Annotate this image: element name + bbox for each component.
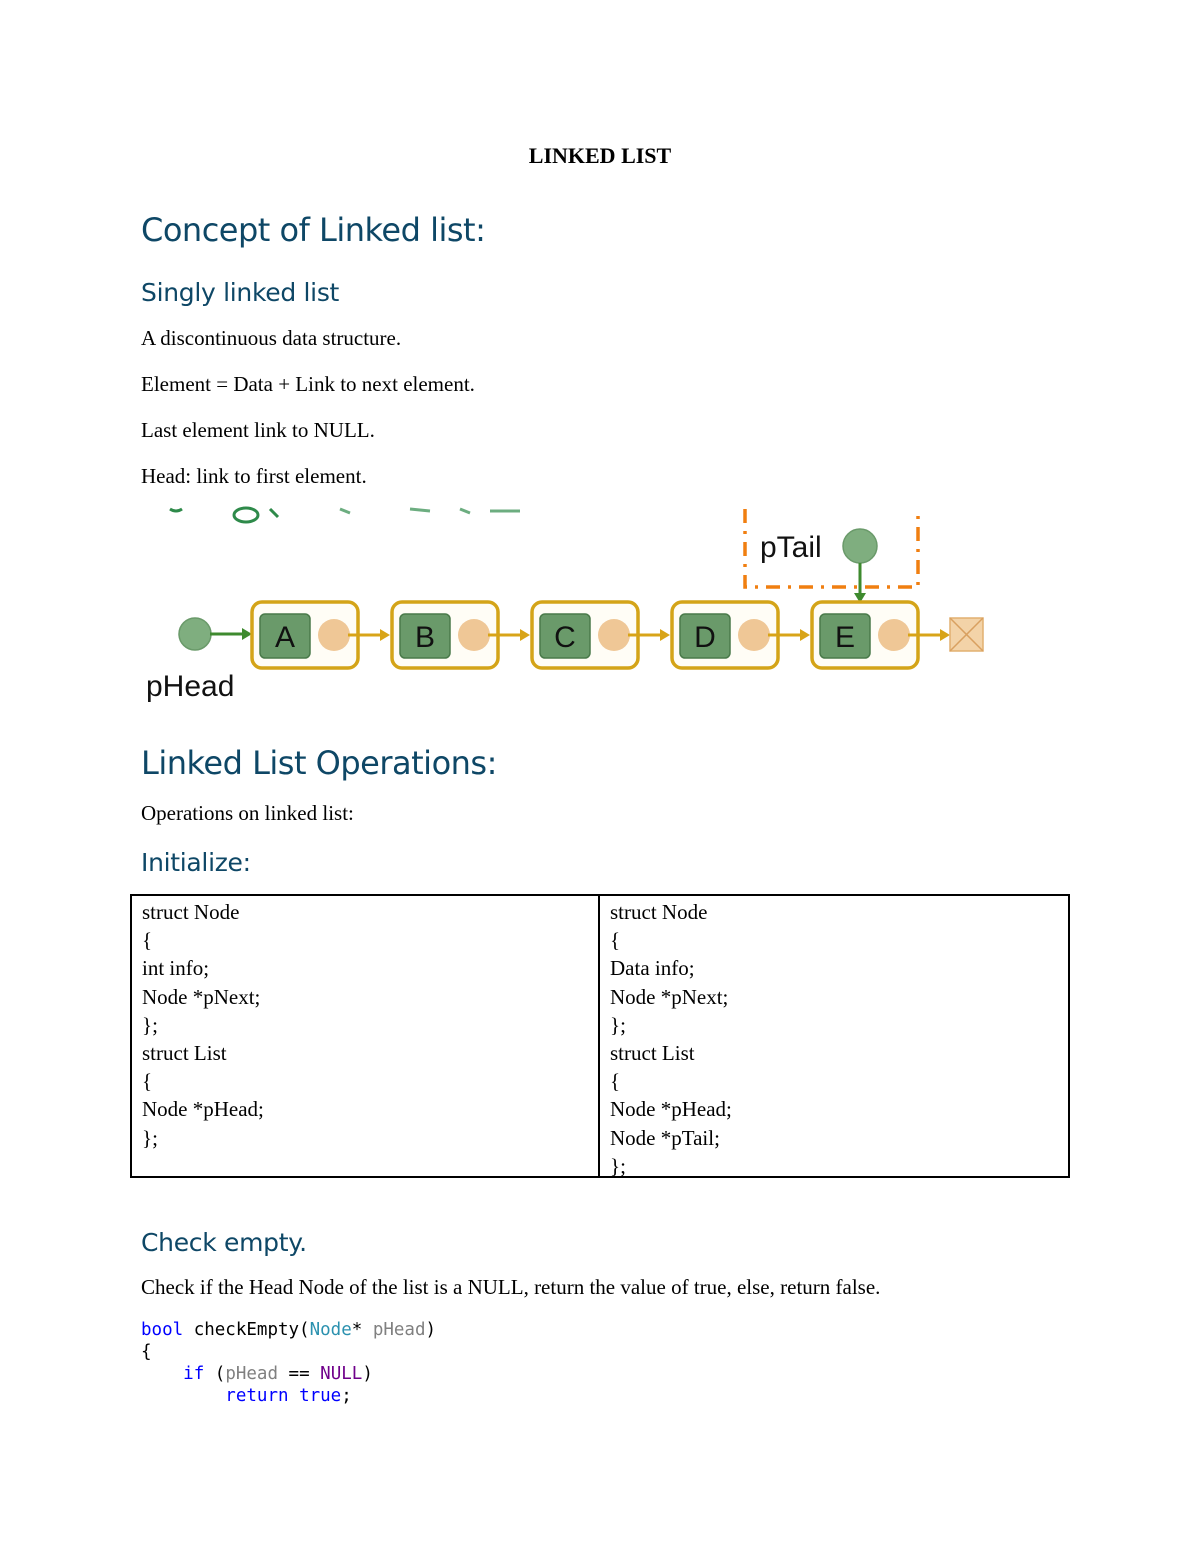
node-label: A	[274, 621, 296, 654]
node-link-dot	[738, 619, 770, 651]
paragraph-element: Element = Data + Link to next element.	[141, 372, 475, 396]
list-node-c	[532, 602, 670, 668]
list-node-a	[252, 602, 390, 668]
null-terminator-icon	[950, 618, 983, 651]
next-arrowhead	[660, 629, 670, 641]
next-arrowhead	[380, 629, 390, 641]
list-node-b	[392, 602, 530, 668]
phead-label: pHead	[146, 670, 235, 703]
operations-text: Operations on linked list:	[141, 801, 354, 825]
check-empty-code	[141, 1319, 436, 1407]
code-line-brace: {	[141, 1342, 152, 1362]
code-type: Node	[309, 1320, 352, 1340]
code-line: Data info;	[610, 956, 695, 981]
code-line: {	[610, 1069, 621, 1094]
node-label: E	[834, 621, 856, 654]
code-line: {	[142, 1069, 153, 1094]
code-line: Node *pHead;	[142, 1097, 264, 1122]
document-title: LINKED LIST	[528, 143, 672, 168]
check-empty-heading: Check empty.	[141, 1228, 307, 1257]
code-keyword: if	[183, 1364, 205, 1384]
node-label: C	[554, 621, 576, 654]
next-arrowhead	[520, 629, 530, 641]
nodes-group	[252, 602, 950, 668]
list-node-e	[812, 602, 950, 668]
struct-code-right-column	[600, 896, 1068, 1176]
code-paren: )	[425, 1320, 437, 1340]
code-line: {	[610, 928, 621, 953]
code-line: struct Node	[142, 900, 240, 924]
cropped-text-fragment	[170, 508, 520, 522]
code-param: pHead	[372, 1320, 426, 1340]
code-line: struct Node	[610, 900, 708, 924]
initialize-heading: Initialize:	[141, 848, 251, 877]
code-function: checkEmpty(	[183, 1320, 310, 1340]
code-param: pHead	[225, 1364, 278, 1384]
code-line: Node *pNext;	[610, 984, 729, 1009]
node-link-dot	[458, 619, 490, 651]
next-arrowhead	[800, 629, 810, 641]
code-line-signature	[141, 1319, 436, 1341]
node-link-dot	[878, 619, 910, 651]
struct-code-table	[130, 894, 1070, 1178]
code-line: };	[610, 1012, 626, 1037]
code-line: struct List	[142, 1040, 227, 1065]
code-line: };	[142, 1125, 158, 1150]
code-operator: ==	[278, 1364, 321, 1384]
code-indent	[141, 1386, 225, 1406]
code-indent	[141, 1364, 183, 1384]
code-line-if	[141, 1363, 436, 1385]
code-line: int info;	[142, 956, 210, 981]
ptail-pointer-dot	[843, 529, 877, 563]
code-space	[289, 1386, 300, 1406]
singly-linked-list-heading: Singly linked list	[141, 278, 340, 307]
code-semicolon: ;	[341, 1386, 352, 1406]
paragraph-last-element: Last element link to NULL.	[141, 418, 375, 442]
code-line-return	[141, 1385, 436, 1407]
code-macro: NULL	[320, 1364, 363, 1384]
node-link-dot	[598, 619, 630, 651]
code-line: Node *pTail;	[610, 1125, 720, 1150]
code-line: Node *pHead;	[610, 1097, 732, 1122]
code-keyword: true	[299, 1386, 342, 1406]
node-link-dot	[318, 619, 350, 651]
code-paren: (	[204, 1364, 226, 1384]
code-line: Node *pNext;	[142, 984, 261, 1009]
node-label: B	[414, 621, 436, 654]
code-line: };	[610, 1153, 626, 1178]
code-keyword: bool	[141, 1320, 184, 1340]
paragraph-head: Head: link to first element.	[141, 464, 367, 488]
node-label: D	[694, 621, 716, 654]
list-node-d	[672, 602, 810, 668]
linked-list-diagram	[140, 505, 1000, 705]
code-paren: )	[362, 1364, 373, 1384]
concept-heading: Concept of Linked list:	[141, 211, 486, 249]
next-arrowhead	[940, 629, 950, 641]
paragraph-definition: A discontinuous data structure.	[141, 326, 402, 350]
phead-pointer-dot	[179, 618, 211, 650]
check-empty-text: Check if the Head Node of the list is a NULL, return the value of true, else, return false.	[141, 1275, 881, 1299]
operations-heading: Linked List Operations:	[141, 744, 497, 782]
struct-code-left-column	[132, 896, 600, 1176]
code-pointer: *	[351, 1320, 373, 1340]
code-line: };	[142, 1012, 158, 1037]
code-keyword: return	[225, 1386, 289, 1406]
ptail-label: pTail	[760, 531, 822, 564]
code-line: {	[142, 928, 153, 953]
code-line: struct List	[610, 1040, 695, 1065]
